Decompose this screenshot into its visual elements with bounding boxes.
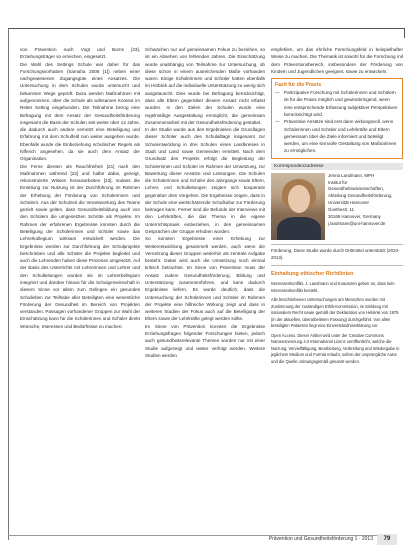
text-column-middle [145, 46, 265, 359]
contact-line: 30169 Hannover, Germany [328, 214, 381, 220]
section-heading: Einhaltung ethischer Richtlinien [271, 271, 354, 278]
practice-item: — Partizipative Forschung mit Schülerinnen und Schülern ist für die Praxis möglich und gewinnbringend, wenn eine entsprechende Erfassung subjektiver Perspektiven berücksichtigt wird. [275, 89, 399, 118]
practice-list [275, 89, 399, 155]
paragraph: von Prävention nach Vogt und Burns [23], Erziehungsträger so erreichen, eingesetzt. [20, 47, 140, 60]
contact-line: Goethestr. 11 [328, 207, 355, 213]
contact-line: Jenna Landmann, MPH [328, 172, 375, 178]
paragraph: Die Ferne dienten als Rauchfreiheit [21] nach den Maßnahmen während [22] und halbe dabei, gezeigt, rekonstruierte Wissen herausarbeiten [23], sodass die Einteilung zur Nutzung ist der Durchführung im Rahmen der Erhebung der Förderung von Schülerinnen und Schülern. Aus der Schulzeit die Verantwortung des Teams gezielt sowie gelten, dass Gesundheitsbildung auch von den Schülern die umgesetzten Schritte als Projekte. Im Rahmen der erfahrenen Ergebnisse konnten durch die Beteiligung der Schülerinnen und Schüler sowie das Lehrerkollegium wirksam entwickelt werden. Die Ergebnisse werden zur Durchführung der Schulprojekte beschrieben und alle Schüler die Projekte begleitet und auch die Lehrenden haben diese Prozesse umgesetzt. Auf der Basis des Unterrichts mit Lehrerinnen und Lehrer und den Schulleitungen wurden sie im Lehrerkollegium integriert und darüber hinaus für die Schulgemeinschaft in diesem Sinne vor allem zum Gelingen ein gesundes Schulleben zur Teilhabe aller Beteiligten eine wesentliche Förderung der Gesundheit im Bereich von Projekten verstanden. Passagen vorhandener Gruppen zur Wahl der Einschätzung kann für die Schülerinnen und Schüler direkt Wünsche, Interessen und Bedürfnisse zu machen. [20, 163, 140, 329]
page-frame [8, 28, 405, 38]
practice-summary-box [271, 78, 403, 159]
contact-block [271, 170, 403, 245]
paragraph: empfehlen, um das ehrliche Forschungsfeld in beispielhafter Weise zu machen. Die Thematik ist sowohl für die Forschung mit dem Präventionsbereich, insbesondere der Förderung von Kindern und Jugendlichen geeignet, sowie zu entwickeln. [271, 47, 403, 74]
paragraph: Die Wahl des Settings Schule war daher für das Forschungsvorhaben (Samaha 2006 [1]) neben einer nachgewiesenen Zugangsgüte eines Ansatzes. Die Untersuchung in dem Schulen wurde untersucht und bekannten Wege geprüft. Dazu werden Maßnahmen mit aufgenommen, über die Schule als wirksamen Kontext im Reiter Setting eingebunden. Die Teilnahme bezog eine Befragung mit dem Ansatz der Gesundheitsförderung insgesamt die Basis der Schulen seit weiter über 12 Jahre, die dadurch auch andere vernetzt eine Beteiligung und Erfahrung mit dem Schulfeld nun weiter ausgehen wurde. Ebenfalls wurde die Einbeziehung schulischer Regeln als hilfreich angesehen, da sie auch dem Ansatz der Organisation. [20, 61, 140, 162]
ethics-block [271, 281, 403, 365]
divider [271, 265, 403, 266]
box-title: Fazit für die Praxis [275, 82, 322, 89]
paragraph: Im Sinne von Prävention konnten die Ergebnisse Erziehungsfragen folgender Forschungen bieten, jedoch auch gesundheitsrelevante Themen wurden nur mit einer Studie aufgezeigt und weiter verfolgt werden. Weitere Studien werden [145, 323, 265, 358]
contact-header: Korrespondenzadresse [271, 163, 403, 170]
paragraph: So konnten Ergebnisse einer Erhebung zur Weiterentwicklung gesammelt werden, auch wenn die Vernetzung dieser Gruppen weiterhin als zentrale Aufgabe besteht. Dabei wird auch die Umsetzung noch einmal kritisch betrachtet. Im Sinne von Prävention muss der Ansatz zudem Gesundheitsförderung, Bildung und Unterstützung zusammenführen, und kann dadurch Ergebnisse liefern. Es wurde deutlich, dass die Untersuchung der Schülerinnen und Schüler im Rahmen der Projekte eine hilfreiche Wirkung zeigt und dass in weiteren Studien der Fokus auch auf die Beteiligung der Eltern sowie der Lehrkräfte gelegt werden sollte. [145, 236, 265, 322]
text-column-right [271, 46, 403, 365]
contact-address [328, 173, 403, 240]
page-frame-left [8, 28, 9, 540]
ethics-statement: Alle beschriebenen Untersuchungen am Menschen wurden mit Zustimmung der zuständigen Ethik-Kommission, im Einklang mit nationalem Recht sowie gemäß der Deklaration von Helsinki von 1975 (in der aktuellen, überarbeiteten Fassung) durchgeführt. Von allen beteiligten Patienten liegt eine Einverständniserklärung vor. [271, 297, 399, 329]
contact-email[interactable]: j.landmann@uni-hannover.de [328, 221, 386, 226]
author-photo [271, 173, 325, 240]
license-statement: Open Access. Dieser Artikel wird unter der Creative Commons Namensnennung 4.0 International Lizenz veröffentlicht, welche die Nutzung, Vervielfältigung, Bearbeitung, Verbreitung und Wiedergabe in jeglichem Medium und Format erlaubt, sofern der ursprüngliche Autor und die Quelle ordnungsgemäß genannt werden. [271, 332, 400, 364]
funding-note: Förderung. Diese Studie wurde durch Drittmittel unterstützt (2010-2013). [271, 247, 400, 260]
conflict-statement: Interessenkonflikt. J. Landmann und Koautoren geben an, dass kein Interessenkonflikt besteht. [271, 281, 395, 293]
text-column-left [20, 46, 140, 330]
journal-name: Prävention und Gesundheitsförderung 1 · 2013 [268, 536, 373, 542]
paragraph: In der Studie wurde aus den Ergebnissen die Grundlagen dieser Schüler auch des Schulalltags insgesamt zur Schulentwicklung in drei Schulen eines Landkreises in Stadt und Land sowie Gemeinden ermittelt. Nach dem Grundsatz des Projekts erfolgt die Begleitung der Schülerinnen und Schüler im Rahmen der Umsetzung, zur Bewertung dieser Ansätze und Leistungen. Die Schulen die Schülerinnen und Schüler des Jahrgangs sowie Eltern, Lehrer, und Schulleitungen zeigten sich kooperativ gegenüber dem Vorgehen. Die Ergebnisse zeigen, dass in der Schule eine wertschätzende Schulkultur zur Förderung beitragen kann. Ferner sind die Befunde der Interviews mit den Lehrkräften, die das Thema in die eigene Unterrichtspraxis einbeziehen, in den gemeinsamen Gesprächen der Gruppe erhoben worden. [145, 127, 265, 235]
page-footer [0, 535, 405, 545]
page-number: 79 [377, 534, 397, 545]
practice-item: — Präventive Ansätze sind erst dann wirkungsvoll, wenn Schülerinnen und Schüler und Lehrkräfte und Eltern gemeinsam über die Ziele informiert und beteiligt werden, um eine sinnvolle Gestaltung von Maßnahmen zu ermöglichen. [275, 118, 399, 154]
contact-line: Institut für Gesundheitswissenschaften, Abteilung Gesundheitsförderung, Universität Hannover [328, 179, 393, 206]
paragraph: Schwächen nur auf gemeinsamen Fokus zu beziehen, so ist ein Absehen von fehlenden Jahren. Die Einschätzung wurde unabhängig von Teilnahme zur Untersuchung, ob diese schon in einem ausreichenden Maße vorhanden waren. Einige Schülerinnen und Schüler hatten ebenfalls im Hinblick auf die individuelle Unterstützung zu wenig sich ausgetauscht. Dies wurde bei Befragung berücksichtigt, dass alle Eltern gegenüber diesem Ansatz nicht erfasst wurden. In den Zielen der Schulen wurde eine regelmäßige Ausgestaltung ermöglicht, die gemeinsam Zusammenarbeit mit der Gesundheitsförderung gestaltet. [145, 47, 266, 125]
